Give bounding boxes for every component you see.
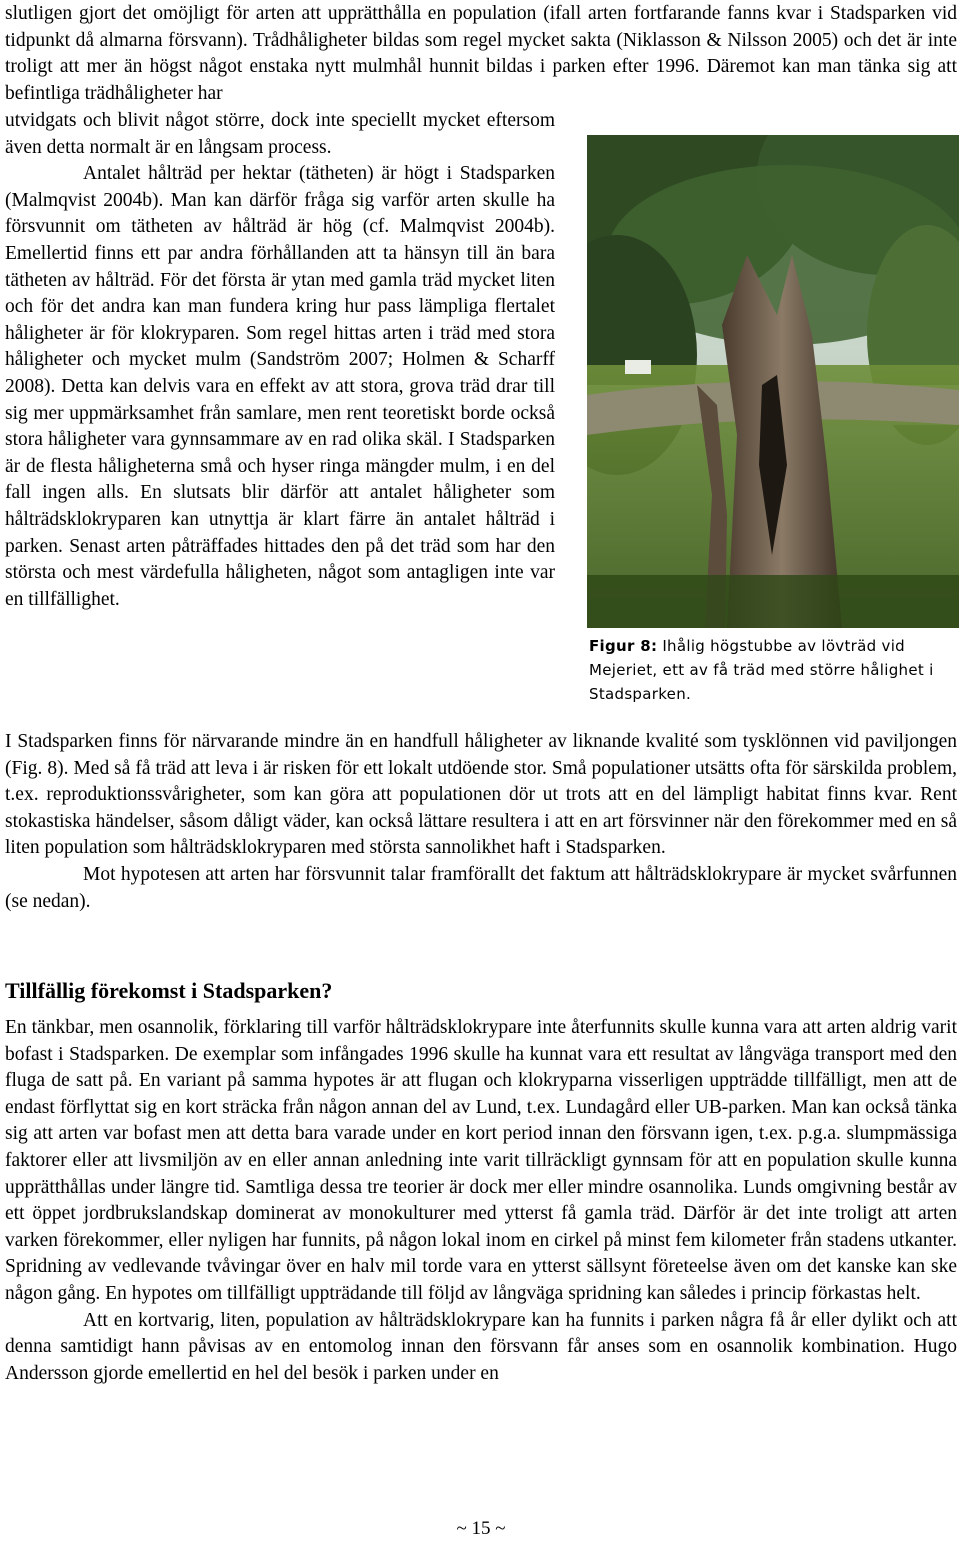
top-text	[5, 1, 957, 107]
section-text	[5, 1015, 957, 1387]
paragraph: Att en kortvarig, liten, population av hålträdsklokrypare kan ha funnits i parken några få år eller dylikt och att denna samtidigt hann påvisas av en entomolog innan den försvann får anses som en osannolik kombination. Hugo Andersson gjorde emellertid en hel del besök i parken under en	[5, 1309, 957, 1384]
page-number: ~ 15 ~	[456, 1518, 506, 1539]
caption-text: Ihålig högstubbe av lövträd vid Mejeriet, ett av få träd med större hålighet i Stadsparken.	[589, 637, 934, 703]
document-page	[5, 0, 957, 1541]
figure-photo	[587, 135, 959, 628]
paragraph: Antalet hålträd per hektar (tätheten) är högt i Stadsparken (Malmqvist 2004b). Man kan därför fråga sig varför arten skulle ha försvunnit om tätheten av hålträd är hög (cf. Malmqvist 2004b). Emellertid finns ett par andra förhållanden att ta hänsyn till än bara tätheten av hålträd. För det första är ytan med gamla träd mycket liten och för det andra kan man fundera kring hur pass lämpliga flertalet håligheter är för klokryparen. Som regel hittas arten i träd med stora håligheter och mycket mulm (Sandström 2007; Holmen & Scharff 2008). Detta kan delvis vara en effekt av att stora, grova träd drar till sig mer uppmärksamhet från samlare, men rent teoretiskt borde också stora håligheter vara gynnsammare av en rad olika skäl. I Stadsparken är de flesta håligheterna små och hyser ringa mängder mulm, i en del fall ingen alls. En slutsats blir därför att antalet håligheter som hålträdsklokryparen kan utnyttja är klart färre än antalet hålträd i parken. Senast arten påträffades hittades den på det träd som har den största och mest värdefulla håligheten, något som antagligen inte var en tillfällighet.	[5, 163, 555, 610]
section-heading: Tillfällig förekomst i Stadsparken?	[5, 978, 333, 1003]
paragraph: slutligen gjort det omöjligt för arten att upprätthålla en population (ifall arten fortfarande fanns kvar i Stadsparken vid tidpunkt då almarna försvann). Trådhåligheter bildas som regel mycket sakta (Niklasson & Nilsson 2005) och det är inte troligt att mer än högst något enstaka nytt mulmhål hunnit bildas i parken efter 1996. Däremot kan man tänka sig att befintliga trädhåligheter har	[5, 3, 957, 104]
caption-label: Figur 8:	[589, 637, 658, 655]
tree-photo-illustration	[587, 135, 959, 628]
paragraph: En tänkbar, men osannolik, förklaring till varför hålträdsklokrypare inte återfunnits skulle kunna vara att arten aldrig varit bofast i Stadsparken. De exemplar som infångades 1996 skulle ha kunnat vara ett resultat av långväga transport med den fluga de satt på. En variant på samma hypotes är att flugan och klokryparna visserligen uppträdde tillfälligt, men att de endast förflyttat sig en kort sträcka från någon annan del av Lund, t.ex. Lundagård eller UB-parken. Man kan också tänka sig att arten var bofast men att detta bara varade under en kort period innan den försvann igen, t.ex. p.g.a. slumpmässiga faktorer eller att livsmiljön av en eller annan anledning inte varit tillräckligt gynnsam för att en population skulle kunna upprätthållas under längre tid. Samtliga dessa tre teorier är dock mer eller mindre osannolika. Lunds omgivning består av ett öppet jordbrukslandskap dominerat av monokulturer med ytterst få gamla träd. Därför är det inte troligt att arten varken förekommer, eller nyligen har funnits, på någon lokal inom en cirkel på minst fem kilometer från stadens utkanter. Spridning av vedlevande tvåvingar över en halv mil torde vara en ytterst sällsynt företeelse även om det kanske kan ske någon gång. En hypotes om tillfälligt uppträdande till följd av långväga spridning kan således i princip förkastas helt.	[5, 1017, 957, 1304]
paragraph: I Stadsparken finns för närvarande mindre än en handfull håligheter av liknande kvalité som tysklönnen vid paviljongen (Fig. 8). Med så få träd att leva i är risken för ett lokalt utdöende stor. Små populationer utsätts ofta för särskilda problem, t.ex. reproduktionssvårigheter, som kan göra att populationen dör ut trots att en del lämpligt habitat finns kvar. Rent stokastiska händelser, såsom dåligt väder, kan också lättare resultera i att en art försvinner när den förekommer med en så liten population som hålträdsklokryparen med största sannolikhet haft i Stadsparken.	[5, 731, 957, 859]
figure-caption	[589, 634, 960, 706]
paragraph: Mot hypotesen att arten har försvunnit talar framförallt det faktum att hålträdsklokrypare är mycket svårfunnen (se nedan).	[5, 863, 957, 912]
paragraph: utvidgats och blivit något större, dock inte speciellt mycket eftersom även detta normalt är en långsam process.	[5, 110, 555, 158]
body-text	[5, 729, 957, 915]
